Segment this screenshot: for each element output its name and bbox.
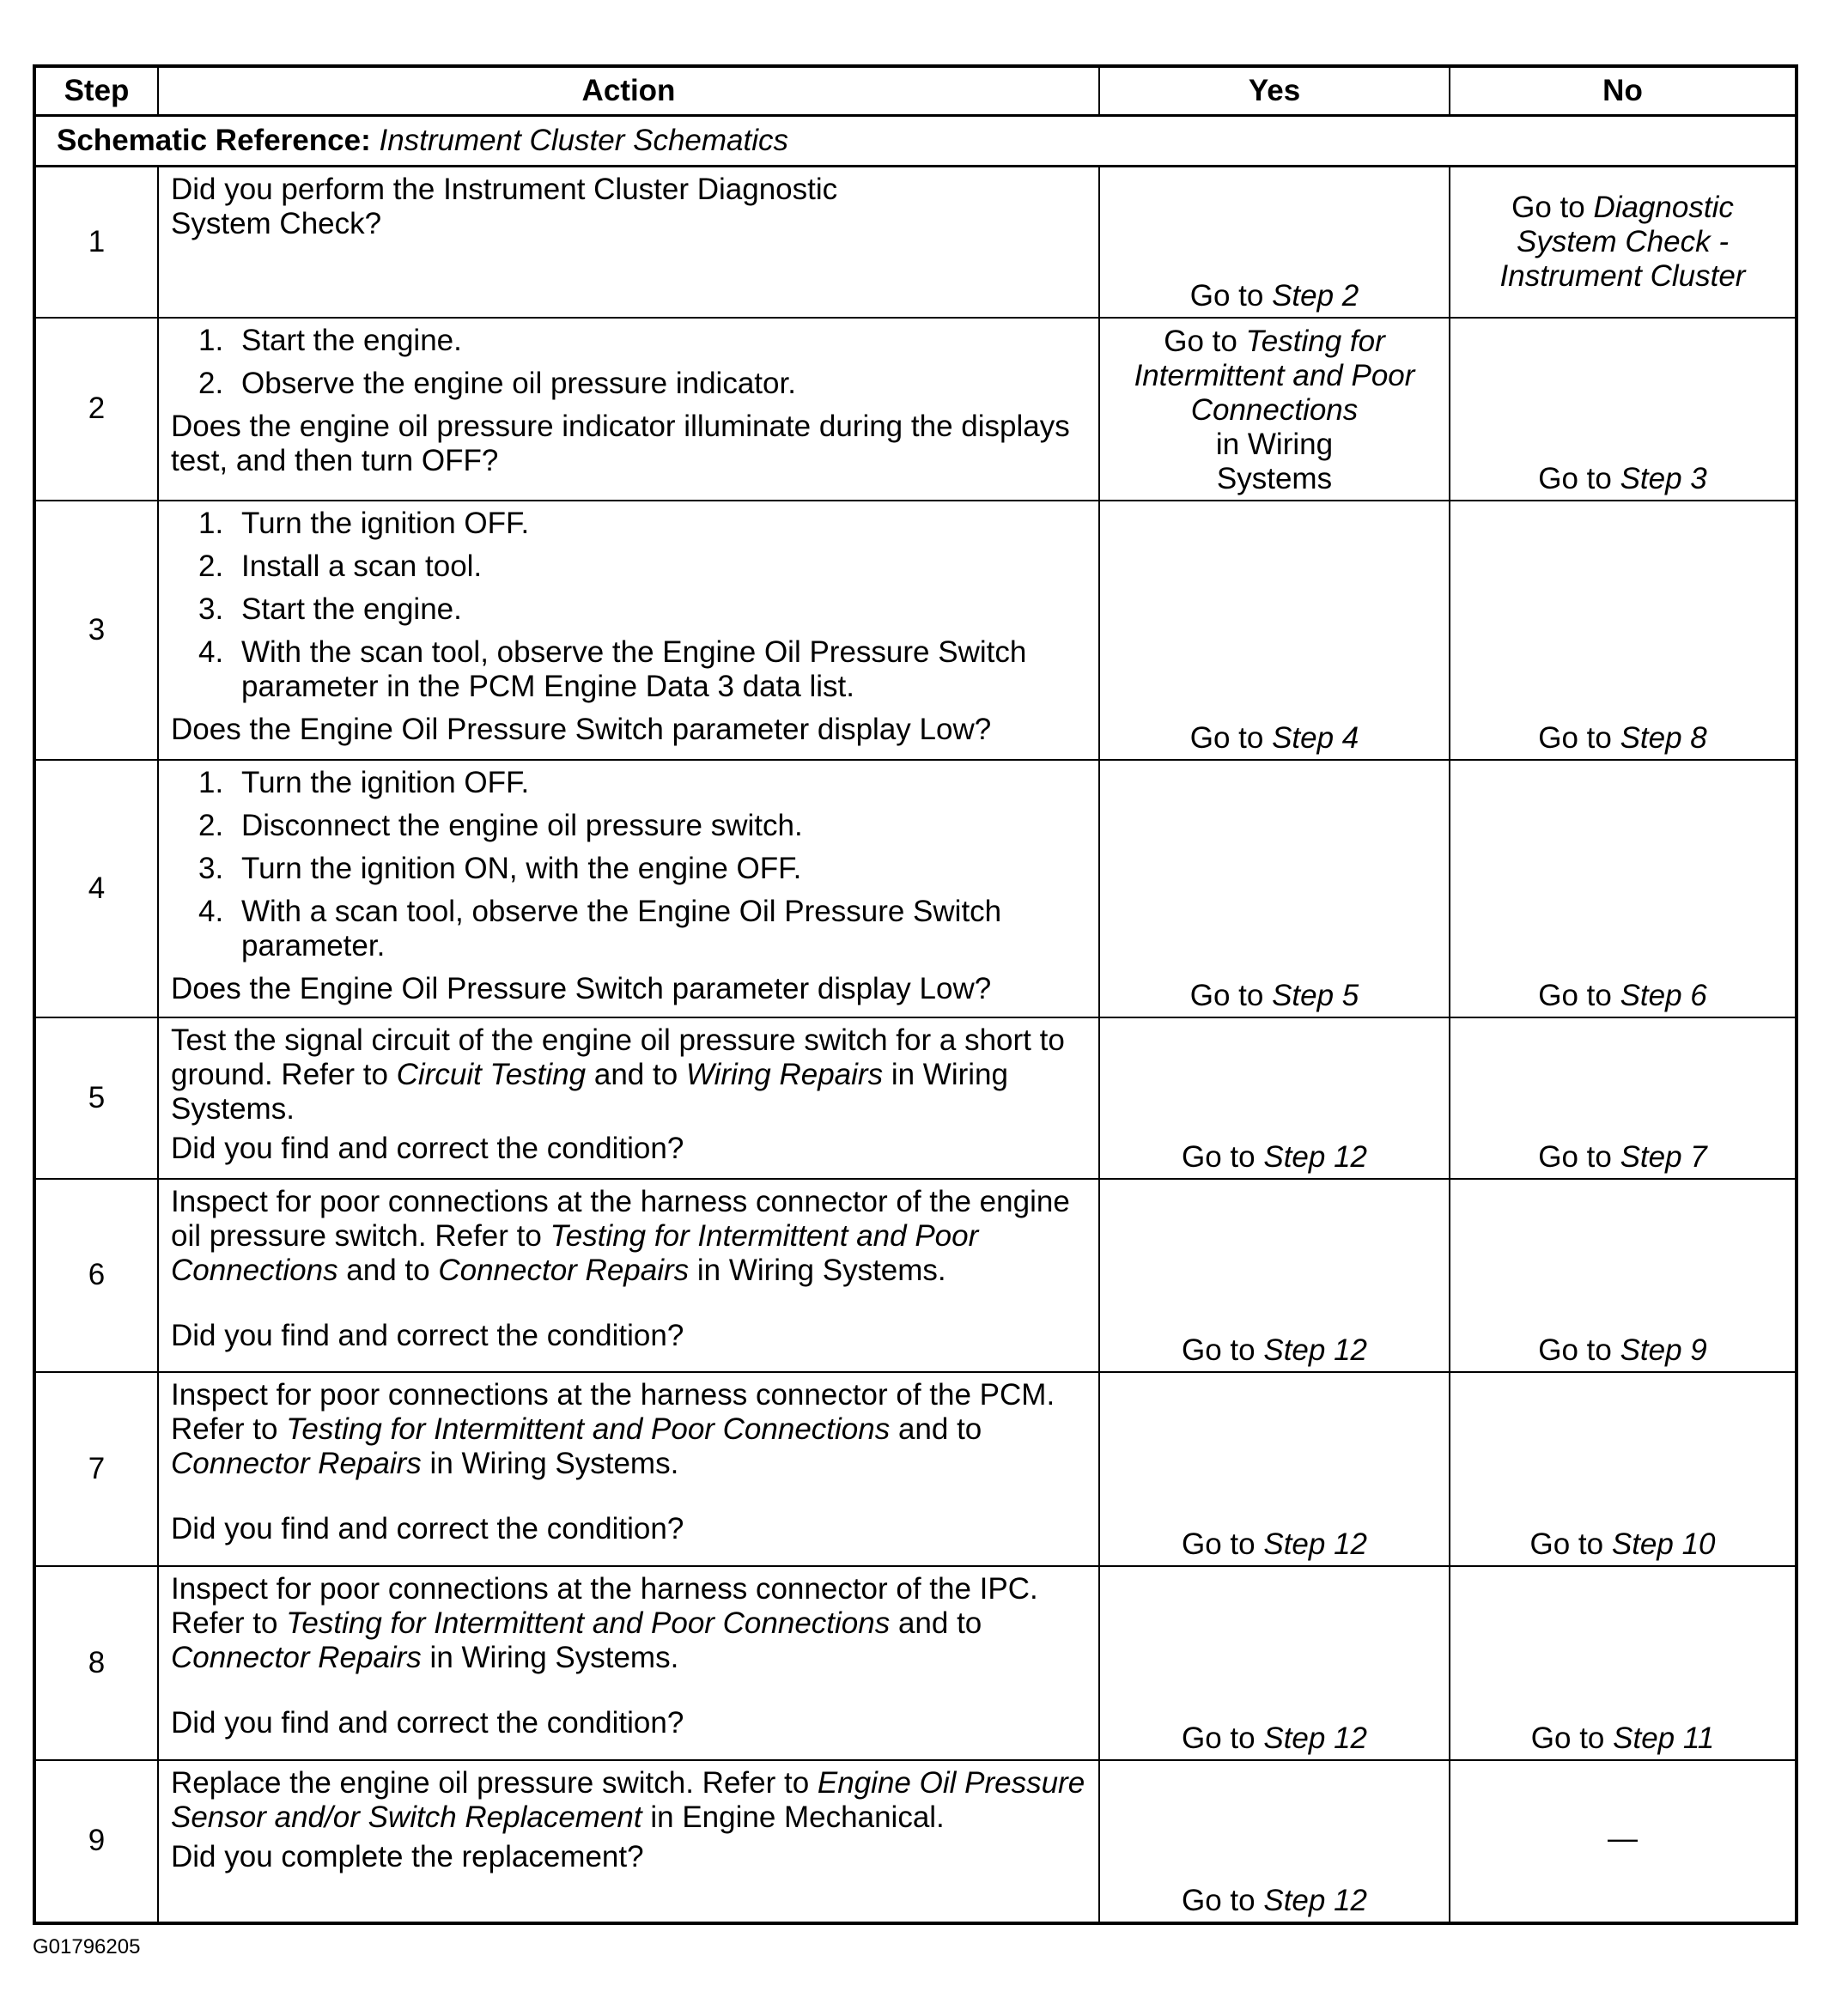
figure-code: G01796205 (33, 1935, 141, 1958)
no-prefix: Go to (1538, 1139, 1612, 1174)
yes-prefix: Go to (1182, 1333, 1256, 1367)
action-instruction: Replace the engine oil pressure switch. Refer to Engine Oil Pressure Sensor and/or Switch Replacement in Engine Mechanical. (171, 1765, 1085, 1834)
action-cell (158, 1372, 1099, 1566)
no-cell (1450, 1017, 1797, 1179)
no-prefix: Go to (1530, 1721, 1605, 1755)
step-number: 6 (34, 1179, 158, 1372)
no-prefix: Go to (1538, 1333, 1612, 1367)
yes-prefix: Go to (1189, 978, 1264, 1012)
diagnostic-table (33, 64, 1798, 1925)
no-cell (1450, 501, 1797, 760)
yes-prefix: Go to (1182, 1883, 1256, 1917)
no-link[interactable]: Step 10 (1611, 1527, 1716, 1561)
yes-cell (1099, 318, 1450, 501)
yes-link[interactable]: Step 12 (1263, 1139, 1367, 1174)
substep-item: 4. With a scan tool, observe the Engine Oil Pressure Switch parameter. (198, 894, 1002, 962)
substep-item: 1. Turn the ignition OFF. (198, 765, 530, 799)
reference-link[interactable]: Wiring Repairs (685, 1057, 884, 1091)
step-number: 8 (34, 1566, 158, 1760)
no-link[interactable]: Step 9 (1620, 1333, 1707, 1367)
no-link[interactable]: Step 6 (1620, 978, 1707, 1012)
reference-link[interactable]: Testing for Intermittent and Poor Connections (286, 1606, 891, 1640)
action-cell (158, 501, 1099, 760)
yes-link[interactable]: Step 4 (1272, 720, 1359, 755)
action-question: Does the engine oil pressure indicator illuminate during the displays test, and then turn OFF? (171, 409, 1070, 477)
yes-cell (1099, 1179, 1450, 1372)
table-header-row (34, 66, 1797, 116)
table-row (34, 501, 1797, 760)
no-cell (1450, 318, 1797, 501)
no-dash: — (1608, 1822, 1638, 1855)
reference-link[interactable]: Connector Repairs (171, 1446, 422, 1480)
no-link[interactable]: Step 3 (1620, 461, 1707, 495)
action-question: Does the Engine Oil Pressure Switch parameter display Low? (171, 971, 992, 1005)
action-question: Did you find and correct the condition? (171, 1318, 684, 1352)
substep-item: 1. Turn the ignition OFF. (198, 506, 530, 540)
substep-list (171, 766, 1090, 963)
yes-prefix: Go to (1189, 720, 1264, 755)
yes-link[interactable]: Step 12 (1263, 1883, 1367, 1917)
substep-item: 3. Turn the ignition ON, with the engine OFF. (198, 851, 802, 885)
action-cell (158, 318, 1099, 501)
table-row (34, 1372, 1797, 1566)
no-cell (1450, 760, 1797, 1017)
no-link[interactable]: Step 8 (1620, 720, 1707, 755)
reference-link[interactable]: Engine Oil Pressure Sensor and/or Switch Replacement (171, 1765, 1085, 1834)
action-question: Did you find and correct the condition? (171, 1511, 684, 1545)
substep-item: 1. Start the engine. (198, 323, 462, 357)
yes-suffix: in Wiring Systems (1215, 427, 1334, 495)
no-cell (1450, 167, 1797, 318)
header-action: Action (158, 66, 1099, 116)
action-cell (158, 1017, 1099, 1179)
substep-item: 3. Start the engine. (198, 592, 462, 626)
no-cell (1450, 1566, 1797, 1760)
reference-link[interactable]: Testing for Intermittent and Poor Connections (171, 1218, 979, 1287)
reference-link[interactable]: Circuit Testing (396, 1057, 587, 1091)
yes-link[interactable]: Step 12 (1263, 1721, 1367, 1755)
yes-cell (1099, 167, 1450, 318)
action-instruction: Inspect for poor connections at the harness connector of the engine oil pressure switch. Refer to Testing for Intermittent and Poor Connections and to Connector Repairs in Wiring Systems. (171, 1184, 1070, 1287)
action-question: Did you perform the Instrument Cluster Diagnostic System Check? (171, 173, 838, 240)
header-yes: Yes (1099, 66, 1450, 116)
substep-item: 2. Disconnect the engine oil pressure switch. (198, 808, 803, 842)
action-instruction: Inspect for poor connections at the harness connector of the PCM. Refer to Testing for Intermittent and Poor Connections and to Connector Repairs in Wiring Systems. (171, 1377, 1055, 1480)
no-prefix: Go to (1529, 1527, 1604, 1561)
step-number: 4 (34, 760, 158, 1017)
substep-list (171, 324, 1090, 401)
substep-item: 2. Observe the engine oil pressure indicator. (198, 366, 796, 400)
table-row (34, 1179, 1797, 1372)
yes-prefix: Go to (1182, 1721, 1256, 1755)
yes-cell (1099, 1760, 1450, 1923)
step-number: 7 (34, 1372, 158, 1566)
yes-prefix: Go to (1182, 1527, 1256, 1561)
substep-item: 2. Install a scan tool. (198, 549, 483, 583)
action-cell (158, 167, 1099, 318)
yes-cell (1099, 1566, 1450, 1760)
table-row (34, 1566, 1797, 1760)
action-question: Does the Engine Oil Pressure Switch parameter display Low? (171, 712, 992, 746)
table-row (34, 760, 1797, 1017)
table-row (34, 318, 1797, 501)
reference-link[interactable]: Connector Repairs (171, 1640, 422, 1674)
no-prefix: Go to (1538, 461, 1612, 495)
yes-link[interactable]: Step 12 (1263, 1527, 1367, 1561)
action-instruction: Inspect for poor connections at the harness connector of the IPC. Refer to Testing for Intermittent and Poor Connections and to Connector Repairs in Wiring Systems. (171, 1571, 1038, 1674)
table-row (34, 167, 1797, 318)
no-link[interactable]: Diagnostic System Check - Instrument Cluster (1499, 190, 1746, 293)
reference-link[interactable]: Testing for Intermittent and Poor Connections (286, 1412, 891, 1446)
no-prefix: Go to (1511, 190, 1585, 224)
action-cell (158, 1179, 1099, 1372)
table-row (34, 1760, 1797, 1923)
action-instruction: Test the signal circuit of the engine oil pressure switch for a short to ground. Refer to Circuit Testing and to Wiring Repairs in Wiring Systems. (171, 1023, 1065, 1126)
step-number: 1 (34, 167, 158, 318)
yes-cell (1099, 501, 1450, 760)
header-no: No (1450, 66, 1797, 116)
yes-link[interactable]: Step 12 (1263, 1333, 1367, 1367)
yes-prefix: Go to (1164, 324, 1237, 358)
yes-prefix: Go to (1189, 278, 1264, 313)
no-link[interactable]: Step 7 (1620, 1139, 1707, 1174)
header-step: Step (34, 66, 158, 116)
action-question: Did you find and correct the condition? (171, 1705, 684, 1740)
action-cell (158, 1566, 1099, 1760)
schematic-reference (34, 116, 1797, 167)
yes-cell (1099, 1017, 1450, 1179)
action-cell (158, 760, 1099, 1017)
step-number: 3 (34, 501, 158, 760)
schematic-reference-link[interactable]: Instrument Cluster Schematics (379, 124, 789, 157)
yes-cell (1099, 1372, 1450, 1566)
yes-link[interactable]: Testing for Intermittent and Poor Connections (1134, 324, 1415, 427)
yes-link[interactable]: Step 2 (1272, 278, 1359, 313)
no-cell (1450, 1760, 1797, 1923)
yes-cell (1099, 760, 1450, 1017)
yes-prefix: Go to (1182, 1139, 1256, 1174)
reference-link[interactable]: Connector Repairs (438, 1253, 690, 1287)
no-link[interactable]: Step 11 (1613, 1721, 1715, 1755)
no-cell (1450, 1179, 1797, 1372)
table-row (34, 1017, 1797, 1179)
no-cell (1450, 1372, 1797, 1566)
schematic-reference-label: Schematic Reference: (57, 124, 371, 157)
step-number: 9 (34, 1760, 158, 1923)
no-prefix: Go to (1538, 720, 1612, 755)
substep-item: 4. With the scan tool, observe the Engine Oil Pressure Switch parameter in the PCM Engine Data 3 data list. (198, 635, 1027, 703)
schematic-reference-row (34, 116, 1797, 167)
action-cell (158, 1760, 1099, 1923)
step-number: 5 (34, 1017, 158, 1179)
step-number: 2 (34, 318, 158, 501)
action-question: Did you find and correct the condition? (171, 1131, 684, 1165)
no-prefix: Go to (1538, 978, 1612, 1012)
yes-link[interactable]: Step 5 (1272, 978, 1359, 1012)
substep-list (171, 507, 1090, 704)
action-question: Did you complete the replacement? (171, 1839, 644, 1873)
